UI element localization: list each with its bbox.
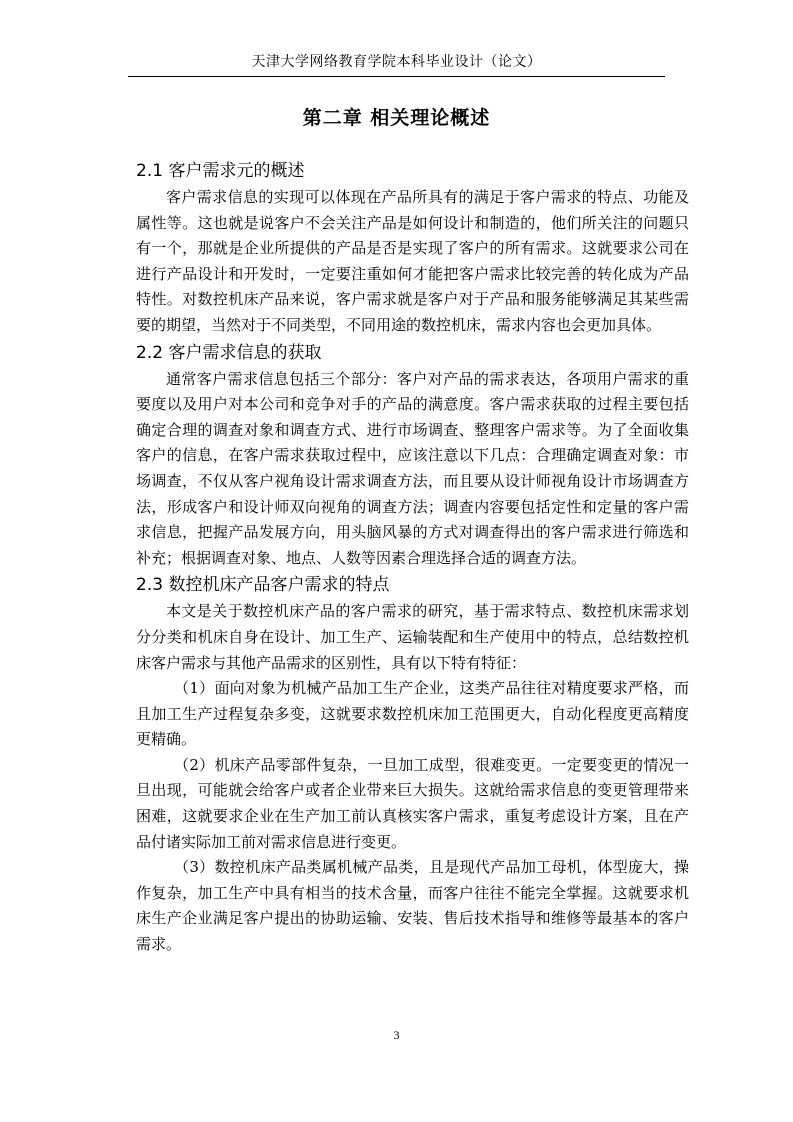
chapter-title: 第二章 相关理论概述 bbox=[302, 107, 491, 129]
paragraph: 客户需求信息的实现可以体现在产品所具有的满足于客户需求的特点、功能及属性等。这也就是说客户不会关注产品是如何设计和制造的，他们所关注的问题只有一个，那就是企业所提供的产品是否是实现了客户的所有需求。这就要求公司在进行产品设计和开发时，一定要注重如何才能把客户需求比较完善的转化成为产品特性。对数控机床产品来说，客户需求就是客户对于产品和服务能够满足其某些需要的期望，当然对于不同类型，不同用途的数控机床，需求内容也会更加具体。 bbox=[136, 188, 689, 334]
running-header: 天津大学网络教育学院本科毕业设计（论文） bbox=[251, 54, 542, 70]
list-item: （3）数控机床产品类属机械产品类，且是现代产品加工母机，体型庞大，操作复杂，加工生产中具有相当的技术含量，而客户往往不能完全掌握。这就要求机床生产企业满足客户提出的协助运输、安装、售后技术指导和维修等最基本的客户需求。 bbox=[136, 858, 689, 954]
paragraph: 通常客户需求信息包括三个部分：客户对产品的需求表达，各项用户需求的重要度以及用户对本公司和竞争对手的产品的满意度。客户需求获取的过程主要包括确定合理的调查对象和调查方式、进行市场调查、整理客户需求等。为了全面收集客户的信息，在客户需求获取过程中，应该注意以下几点：合理确定调查对象：市场调查，不仅从客户视角设计需求调查方法，而且要从设计师视角设计市场调查方法，形成客户和设计师双向视角的调查方法；调查内容要包括定性和定量的客户需求信息，把握产品发展方向，用头脑风暴的方式对调查得出的客户需求进行筛选和补充；根据调查对象、地点、人数等因素合理选择合适的调查方法。 bbox=[136, 369, 689, 567]
list-item: （1）面向对象为机械产品加工生产企业，这类产品往往对精度要求严格，而且加工生产过程复杂多变，这就要求数控机床加工范围更大，自动化程度更高精度更精确。 bbox=[136, 679, 689, 749]
paragraph: 本文是关于数控机床产品的客户需求的研究，基于需求特点、数控机床需求划分分类和机床自身在设计、加工生产、运输装配和生产使用中的特点，总结数控机床客户需求与其他产品需求的区别性，具有以下特有特征： bbox=[136, 602, 689, 672]
body-content bbox=[136, 157, 689, 958]
section-heading-2-1: 2.1 客户需求元的概述 bbox=[136, 161, 305, 181]
section-heading-2-2: 2.2 客户需求信息的获取 bbox=[136, 342, 322, 363]
section-heading-2-3: 2.3 数控机床产品客户需求的特点 bbox=[136, 575, 390, 596]
page-number: 3 bbox=[393, 1028, 400, 1042]
header-rule bbox=[128, 76, 665, 77]
list-item: （2）机床产品零部件复杂，一旦加工成型，很难变更。一定要变更的情况一旦出现，可能就会给客户或者企业带来巨大损失。这就给需求信息的变更管理带来困难，这就要求企业在生产加工前认真核实客户需求，重复考虑设计方案，且在产品付诸实际加工前对需求信息进行变更。 bbox=[136, 755, 689, 851]
